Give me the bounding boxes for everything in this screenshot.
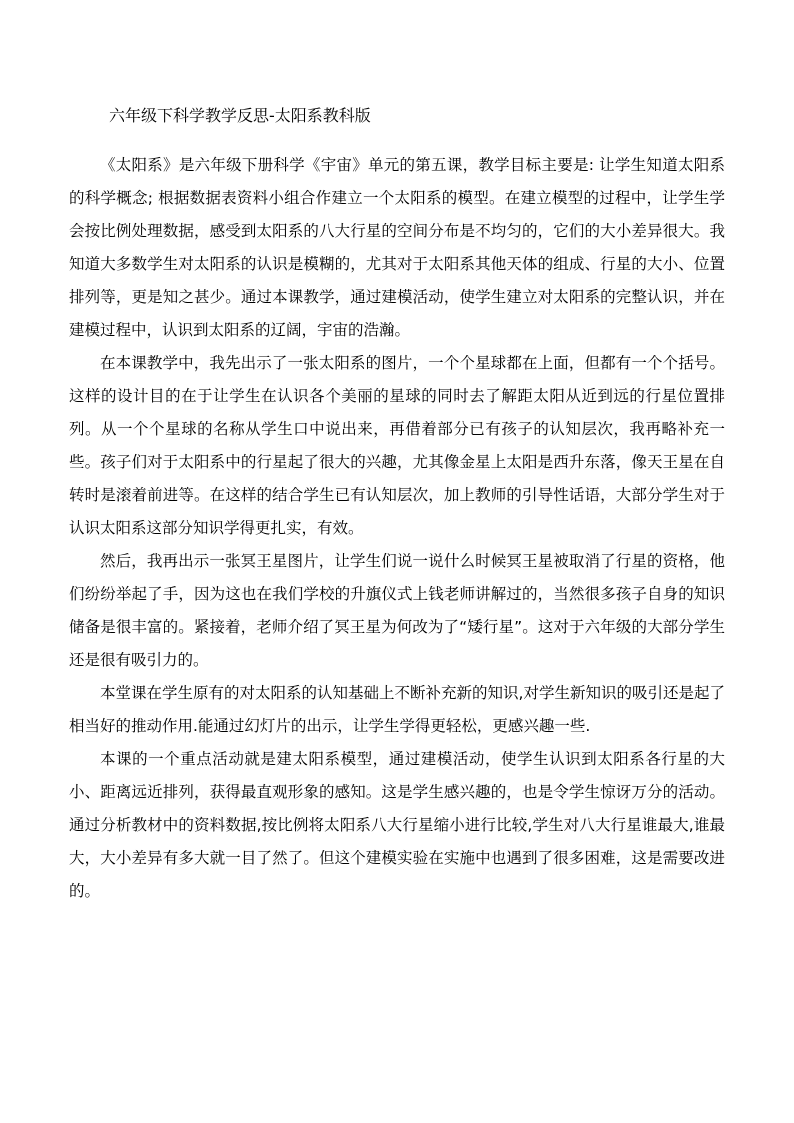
paragraph-4: 本堂课在学生原有的对太阳系的认知基础上不断补充新的知识,对学生新知识的吸引还是起了相当好的推动作用.能通过幻灯片的出示，让学生学得更轻松，更感兴趣一些. bbox=[69, 684, 725, 735]
paragraph-3: 然后，我再出示一张冥王星图片，让学生们说一说什么时候冥王星被取消了行星的资格，他们纷纷举起了手，因为这也在我们学校的升旗仪式上钱老师讲解过的，当然很多孩子自身的知识储备是很丰富的。紧接着，老师介绍了冥王星为何改为了“矮行星”。这对于六年级的大部分学生还是很有吸引力的。 bbox=[69, 552, 725, 669]
paragraph-5: 本课的一个重点活动就是建太阳系模型，通过建模活动，使学生认识到太阳系各行星的大小、距离远近排列，获得最直观形象的感知。这是学生感兴趣的，也是令学生惊讶万分的活动。通过分析教材中的资料数据,按比例将太阳系八大行星缩小进行比较,学生对八大行星谁最大,谁最大，大小差异有多大就一目了然了。但这个建模实验在实施中也遇到了很多困难，这是需要改进的。 bbox=[69, 750, 725, 900]
document-title: 六年级下科学教学反思-太阳系教科版 bbox=[109, 106, 371, 125]
paragraph-1: 《太阳系》是六年级下册科学《宇宙》单元的第五课，教学目标主要是: 让学生知道太阳系的科学概念; 根据数据表资料小组合作建立一个太阳系的模型。在建立模型的过程中，让学生学会按比例处理数据，感受到太阳系的八大行星的空间分布是不均匀的，它们的大小差异很大。我知道大多数学生对太阳系的认识是模糊的，尤其对于太阳系其他天体的组成、行星的大小、位置排列等，更是知之甚少。通过本课教学，通过建模活动，使学生建立对太阳系的完整认识，并在建模过程中，认识到太阳系的辽阔，宇宙的浩瀚。 bbox=[69, 156, 725, 339]
paragraph-2: 在本课教学中，我先出示了一张太阳系的图片，一个个星球都在上面，但都有一个个括号。这样的设计目的在于让学生在认识各个美丽的星球的同时去了解距太阳从近到远的行星位置排列。从一个个星球的名称从学生口中说出来，再借着部分已有孩子的认知层次，我再略补充一些。孩子们对于太阳系中的行星起了很大的兴趣，尤其像金星上太阳是西升东落，像天王星在自转时是滚着前进等。在这样的结合学生已有认知层次，加上教师的引导性话语，大部分学生对于认识太阳系这部分知识学得更扎实，有效。 bbox=[69, 354, 725, 537]
document-body bbox=[69, 149, 725, 908]
